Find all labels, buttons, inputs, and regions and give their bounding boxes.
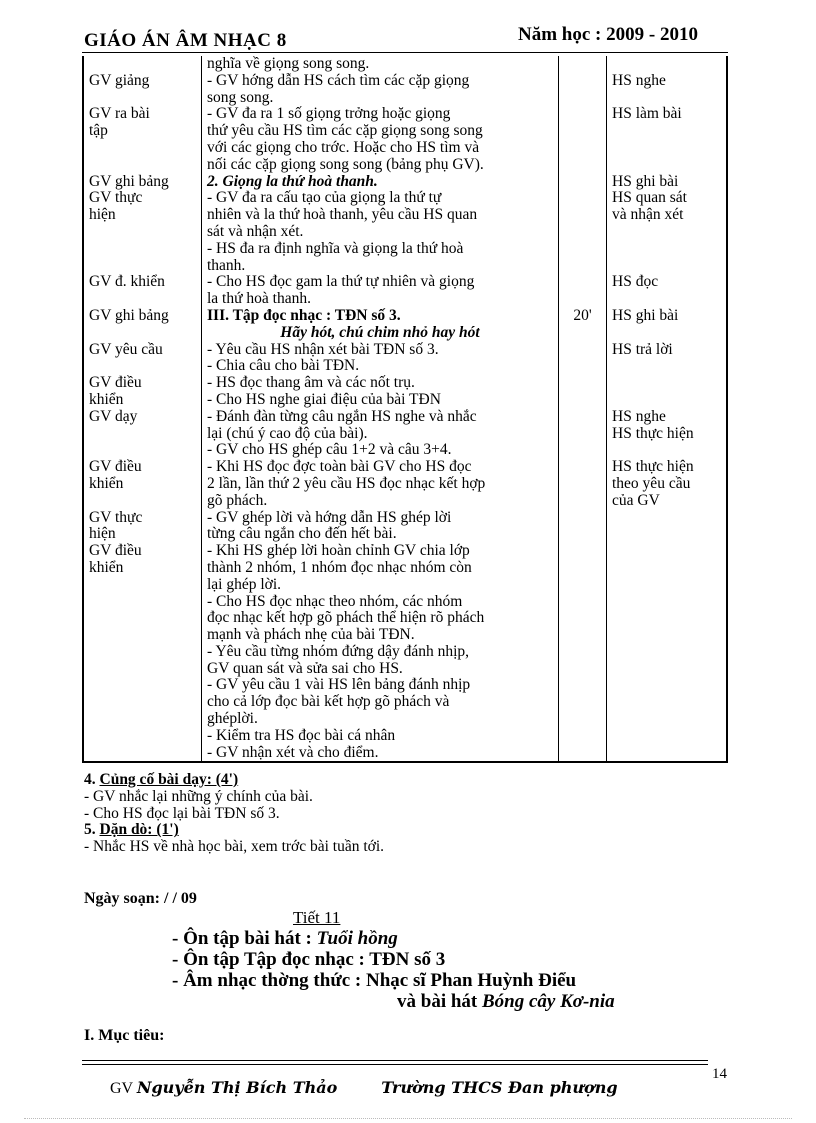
consolidation-heading	[84, 772, 384, 789]
time-cell	[559, 459, 607, 509]
lesson-closing-sections	[84, 772, 384, 856]
cell-line: - GV đa ra cấu tạo của giọng la thứ tự	[207, 189, 442, 207]
cell-line: với các giọng cho trớc. Hoặc cho HS tìm và	[207, 138, 480, 156]
time-cell	[559, 375, 607, 459]
table-row	[83, 510, 727, 763]
content-cell	[202, 459, 559, 509]
cell-line: - Chia câu cho bài TĐN.	[207, 357, 360, 375]
cell-line: - GV hớng dẫn HS cách tìm các cặp giọng	[207, 71, 470, 89]
cell-line: - Khi HS ghép lời hoàn chỉnh GV chia lớp	[207, 542, 470, 560]
lesson-topics	[172, 928, 615, 1012]
song-title: Bóng cây Kơ-nia	[482, 991, 615, 1012]
cell-line	[89, 56, 196, 73]
teacher-activity-cell	[83, 274, 202, 308]
cell-line: khiển	[89, 474, 124, 492]
cell-line	[612, 56, 721, 73]
cell-line: hiện	[89, 525, 116, 543]
teacher-activity-cell	[83, 308, 202, 342]
cell-line: - Đánh đàn từng câu ngắn HS nghe và nhắc	[207, 407, 477, 425]
student-activity-cell	[607, 56, 728, 106]
content-cell	[202, 274, 559, 308]
header-rule	[82, 52, 728, 53]
cell-line: và nhận xét	[612, 206, 684, 224]
content-cell	[202, 342, 559, 376]
cell-line: đọc nhạc kết hợp gõ phách thể hiện rõ phách	[207, 609, 485, 627]
time-cell	[559, 56, 607, 106]
cell-line: GV ghi bảng	[89, 172, 169, 190]
cell-line: thành 2 nhóm, 1 nhóm đọc nhạc nhóm còn	[207, 558, 472, 576]
cell-line: mạnh và phách nhẹ của bài TĐN.	[207, 626, 415, 644]
footer-gv-label: GV	[110, 1080, 137, 1097]
table-row	[83, 459, 727, 509]
cell-line: từng câu ngắn cho đến hết bài.	[207, 525, 397, 543]
cell-line	[564, 459, 601, 476]
table-row	[83, 56, 727, 106]
teacher-name: Nguyễn Thị Bích Thảo	[136, 1078, 338, 1097]
cell-line: GV ghi bảng	[89, 306, 169, 324]
content-cell	[202, 174, 559, 275]
cell-line	[564, 274, 601, 291]
cell-line: GV quan sát và sửa sai cho HS.	[207, 659, 403, 677]
table-row	[83, 375, 727, 459]
student-activity-cell	[607, 274, 728, 308]
homework-item: - Nhắc HS về nhà học bài, xem trớc bài tuần tới.	[84, 838, 385, 856]
cell-line: - Yêu cầu từng nhóm đứng dậy đánh nhịp,	[207, 642, 470, 660]
consolidation-title: Củng cố bài dạy: (4')	[99, 771, 239, 788]
footer	[110, 1078, 618, 1098]
student-activity-cell	[607, 375, 728, 459]
cell-line: HS ghi bài	[612, 306, 679, 324]
cell-line: HS thực hiện	[612, 424, 694, 442]
cell-line: HS nghe	[612, 71, 666, 89]
preparation-date: Ngày soạn: / / 09	[84, 890, 197, 907]
content-cell	[202, 510, 559, 763]
cell-line: - Yêu cầu HS nhận xét bài TĐN số 3.	[207, 340, 439, 358]
cell-line: Hãy hót, chú chim nhỏ hay hót	[280, 323, 480, 341]
time-cell	[559, 106, 607, 173]
objectives-heading: I. Mục tiêu:	[84, 1027, 165, 1044]
cell-line: GV ra bài	[89, 105, 150, 123]
teacher-activity-cell	[83, 375, 202, 459]
cell-line: HS quan sát	[612, 189, 687, 207]
cell-line: - Cho HS đọc nhạc theo nhóm, các nhóm	[207, 592, 463, 610]
cell-line: - Cho HS nghe giai điệu của bài TĐN	[207, 390, 441, 408]
consolidation-item: - GV nhắc lại những ý chính của bài.	[84, 787, 313, 805]
table-row	[83, 308, 727, 342]
time-cell	[559, 274, 607, 308]
cell-line	[612, 375, 721, 392]
cell-line: - GV yêu cầu 1 vài HS lên bảng đánh nhịp	[207, 676, 471, 694]
student-activity-cell	[607, 308, 728, 342]
cell-line: lại (chú ý cao độ của bài).	[207, 424, 368, 442]
cell-line: GV đ. khiển	[89, 273, 165, 291]
cell-line: - HS đa ra định nghĩa và giọng la thứ hoà	[207, 239, 464, 257]
cell-line: - Cho HS đọc gam la thứ tự nhiên và giọng	[207, 273, 475, 291]
time-cell	[559, 510, 607, 763]
footer-rule	[82, 1064, 708, 1065]
student-activity-cell	[607, 106, 728, 173]
cell-line	[564, 510, 601, 527]
cell-line: sát và nhận xét.	[207, 222, 304, 240]
teacher-activity-cell	[83, 56, 202, 106]
cell-line: ghéplời.	[207, 710, 258, 728]
cell-line: GV thực	[89, 189, 143, 207]
teacher-activity-cell	[83, 510, 202, 763]
cell-line: - HS đọc thang âm và các nốt trụ.	[207, 374, 415, 392]
cell-line	[564, 106, 601, 123]
cell-line	[564, 375, 601, 392]
cell-line	[564, 342, 601, 359]
cell-line: 2. Giọng la thứ hoà thanh.	[207, 172, 378, 190]
homework-number: 5.	[84, 821, 100, 839]
cell-line: hiện	[89, 206, 116, 224]
school-year: Năm học : 2009 - 2010	[518, 24, 698, 45]
cell-line	[612, 392, 721, 409]
cell-line: - GV ghép lời và hớng dẫn HS ghép lời	[207, 508, 452, 526]
cell-line: gõ phách.	[207, 491, 268, 509]
student-activity-cell	[607, 459, 728, 509]
student-activity-cell	[607, 510, 728, 763]
cell-line: GV dạy	[89, 407, 138, 425]
cell-line: - Khi HS đọc đợc toàn bài GV cho HS đọc	[207, 458, 472, 476]
cell-line	[564, 56, 601, 73]
cell-line: cho cả lớp đọc bài kết hợp gõ phách và	[207, 693, 450, 711]
time-cell	[559, 342, 607, 376]
cell-line: HS trả lời	[612, 340, 673, 358]
cell-line: HS đọc	[612, 273, 659, 291]
lesson-activity-table	[82, 56, 728, 763]
cell-line: nối các cặp giọng song song (bảng phụ GV).	[207, 155, 484, 173]
footer-rule	[82, 1060, 708, 1061]
table-row	[83, 342, 727, 376]
cell-line: - Kiểm tra HS đọc bài cá nhân	[207, 726, 396, 744]
cell-line: GV giảng	[89, 71, 150, 89]
school-name: Trường THCS Đan phượng	[381, 1078, 618, 1097]
cell-line: HS nghe	[612, 407, 666, 425]
topic-review-song	[172, 928, 615, 949]
teacher-activity-cell	[83, 342, 202, 376]
page-number: 14	[712, 1066, 727, 1082]
page-bottom-divider	[24, 1118, 792, 1119]
cell-line: - GV đa ra 1 số giọng trởng hoặc giọng	[207, 105, 451, 123]
teacher-activity-cell	[83, 174, 202, 275]
cell-line: - GV cho HS ghép câu 1+2 và câu 3+4.	[207, 441, 452, 459]
lesson-number-title: Tiết 11	[293, 908, 341, 927]
cell-line	[612, 510, 721, 527]
content-cell	[202, 56, 559, 106]
cell-line: HS làm bài	[612, 105, 682, 123]
homework-heading	[84, 822, 384, 839]
table-row	[83, 174, 727, 275]
topic-music-knowledge-song	[172, 991, 615, 1012]
cell-line: lại ghép lời.	[207, 575, 282, 593]
topic-review-sight-reading: - Ôn tập Tập đọc nhạc : TĐN số 3	[172, 949, 446, 970]
time-cell	[559, 174, 607, 275]
cell-line: GV điều	[89, 542, 142, 560]
table-row	[83, 274, 727, 308]
cell-line: 2 lần, lần thứ 2 yêu cầu HS đọc nhạc kết hợp	[207, 474, 486, 492]
cell-line: tập	[89, 122, 108, 140]
student-activity-cell	[607, 342, 728, 376]
content-cell	[202, 375, 559, 459]
cell-line: - GV nhận xét và cho điểm.	[207, 743, 379, 761]
cell-line: song song.	[207, 88, 274, 106]
cell-line: thứ yêu cầu HS tìm các cặp giọng song song	[207, 122, 483, 140]
cell-line: GV yêu cầu	[89, 340, 163, 358]
consolidation-number: 4.	[84, 771, 100, 788]
topic-review-song-label: - Ôn tập bài hát :	[172, 928, 317, 949]
cell-line: GV thực	[89, 508, 143, 526]
cell-line: khiển	[89, 558, 124, 576]
cell-line: III. Tập đọc nhạc : TĐN số 3.	[207, 306, 401, 324]
cell-line: la thứ hoà thanh.	[207, 290, 311, 308]
document-header-title: GIÁO ÁN ÂM NHẠC 8	[84, 30, 287, 51]
topic-song-label: và bài hát	[397, 991, 482, 1012]
cell-line: nghĩa về giọng song song.	[207, 55, 370, 72]
teacher-activity-cell	[83, 106, 202, 173]
cell-line: của GV	[612, 491, 660, 509]
teacher-activity-cell	[83, 459, 202, 509]
table-row	[83, 106, 727, 173]
cell-line: HS ghi bài	[612, 172, 679, 190]
homework-title: Dặn dò: (1')	[99, 821, 179, 839]
cell-line: theo yêu cầu	[612, 474, 691, 492]
topic-music-knowledge: - Âm nhạc thờng thức : Nhạc sĩ Phan Huỳnh Điểu	[172, 970, 577, 991]
content-cell	[202, 106, 559, 173]
cell-line: GV điều	[89, 458, 142, 476]
consolidation-item: - Cho HS đọc lại bài TĐN số 3.	[84, 804, 280, 822]
cell-line: khiển	[89, 390, 124, 408]
song-title: Tuổi hồng	[316, 928, 398, 949]
cell-line: GV điều	[89, 374, 142, 392]
cell-line: HS thực hiện	[612, 458, 694, 476]
cell-line: 20'	[573, 306, 592, 324]
content-cell	[202, 308, 559, 342]
cell-line: nhiên và la thứ hoà thanh, yêu cầu HS quan	[207, 206, 478, 224]
student-activity-cell	[607, 174, 728, 275]
cell-line: thanh.	[207, 256, 246, 274]
time-cell	[559, 308, 607, 342]
cell-line	[564, 174, 601, 191]
